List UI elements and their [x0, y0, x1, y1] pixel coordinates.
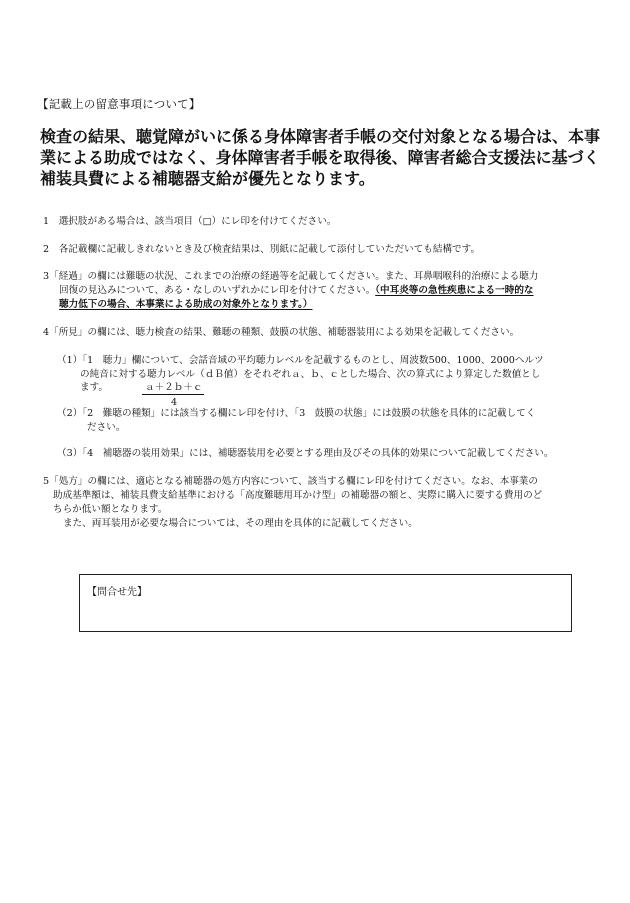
item-4-3: （3）「4 補聴器の装用効果」には、補聴器装用を必要とする理由及びその具体的効果について記載してください。 — [57, 448, 554, 459]
priority-notice — [40, 126, 610, 189]
notice-line: 補装具費による補聴器支給が優先となります。 — [40, 169, 375, 188]
section-title: 【記載上の留意事項について】 — [37, 97, 201, 111]
item-2: 2 各記載欄に記載しきれないとき及び検査結果は、別紙に記載して添付していただいても結構です。 — [43, 244, 481, 255]
item-4-1-line2: の純音に対する聴力レベル（ｄＢ値）をそれぞれａ、ｂ、ｃとした場合、次の算式により算定した数値とし — [80, 369, 541, 380]
item-5-line2: 助成基準額は、補装具費支給基準における「高度難聴用耳かけ型」の補聴器の額と、実際に購入に要する費用のど — [53, 490, 543, 501]
contact-box — [79, 574, 572, 632]
item-4-2-line2: ださい。 — [87, 422, 126, 433]
item-3-line2 — [59, 284, 534, 298]
item-4: 4「所見」の欄には、聴力検査の結果、難聴の種類、鼓膜の状態、補聴器装用による効果を記載してください。 — [43, 327, 520, 338]
contact-label: 【問合せ先】 — [87, 587, 147, 598]
item-1: 1 選択肢がある場合は、該当項目（□）にレ印を付けてください。 — [43, 216, 337, 227]
item-5-line1: 5「処方」の欄には、適応となる補聴器の処方内容について、該当する欄にレ印を付けてください。なお、本事業の — [43, 476, 538, 487]
formula-numerator: ａ＋２ｂ＋ｃ — [145, 382, 203, 393]
item-4-2-line1: （2）「2 難聴の種類」には該当する欄にレ印を付け、「3 鼓膜の状態」には鼓膜の状態を具体的に記載してく — [57, 408, 536, 419]
item-5-line3: ちらか低い額となります。 — [53, 504, 168, 515]
item-3-line1: 3「経過」の欄には難聴の状況、これまでの治療の経過等を記載してください。また、耳鼻咽喉科的治療による聴力 — [43, 271, 539, 282]
formula-fraction-bar — [142, 394, 204, 395]
item-3-line2-text: 回復の見込みについて、ある・なしのいずれかにレ印を付けてください。 — [59, 285, 376, 296]
item-4-1-line3: ます。 — [80, 382, 109, 393]
notice-line: 検査の結果、聴覚障がいに係る身体障害者手帳の交付対象となる場合は、本事 — [40, 127, 601, 146]
item-3-line3: 聴力低下の場合、本事業による助成の対象外となります。） — [59, 299, 313, 310]
notice-line: 業による助成ではなく、身体障害者手帳を取得後、障害者総合支援法に基づく — [40, 148, 600, 167]
item-5-line4: また、両耳装用が必要な場合については、その理由を具体的に記載してください。 — [63, 518, 418, 529]
item-4-1-line1: （1）「1 聴力」欄について、会話音域の平均聴力レベルを記載するものとし、周波数500、1000、2000ヘルツ — [57, 355, 544, 366]
item-3-emphasis: （中耳炎等の急性疾患による一時的な — [375, 285, 534, 296]
formula-denominator: 4 — [171, 397, 178, 408]
